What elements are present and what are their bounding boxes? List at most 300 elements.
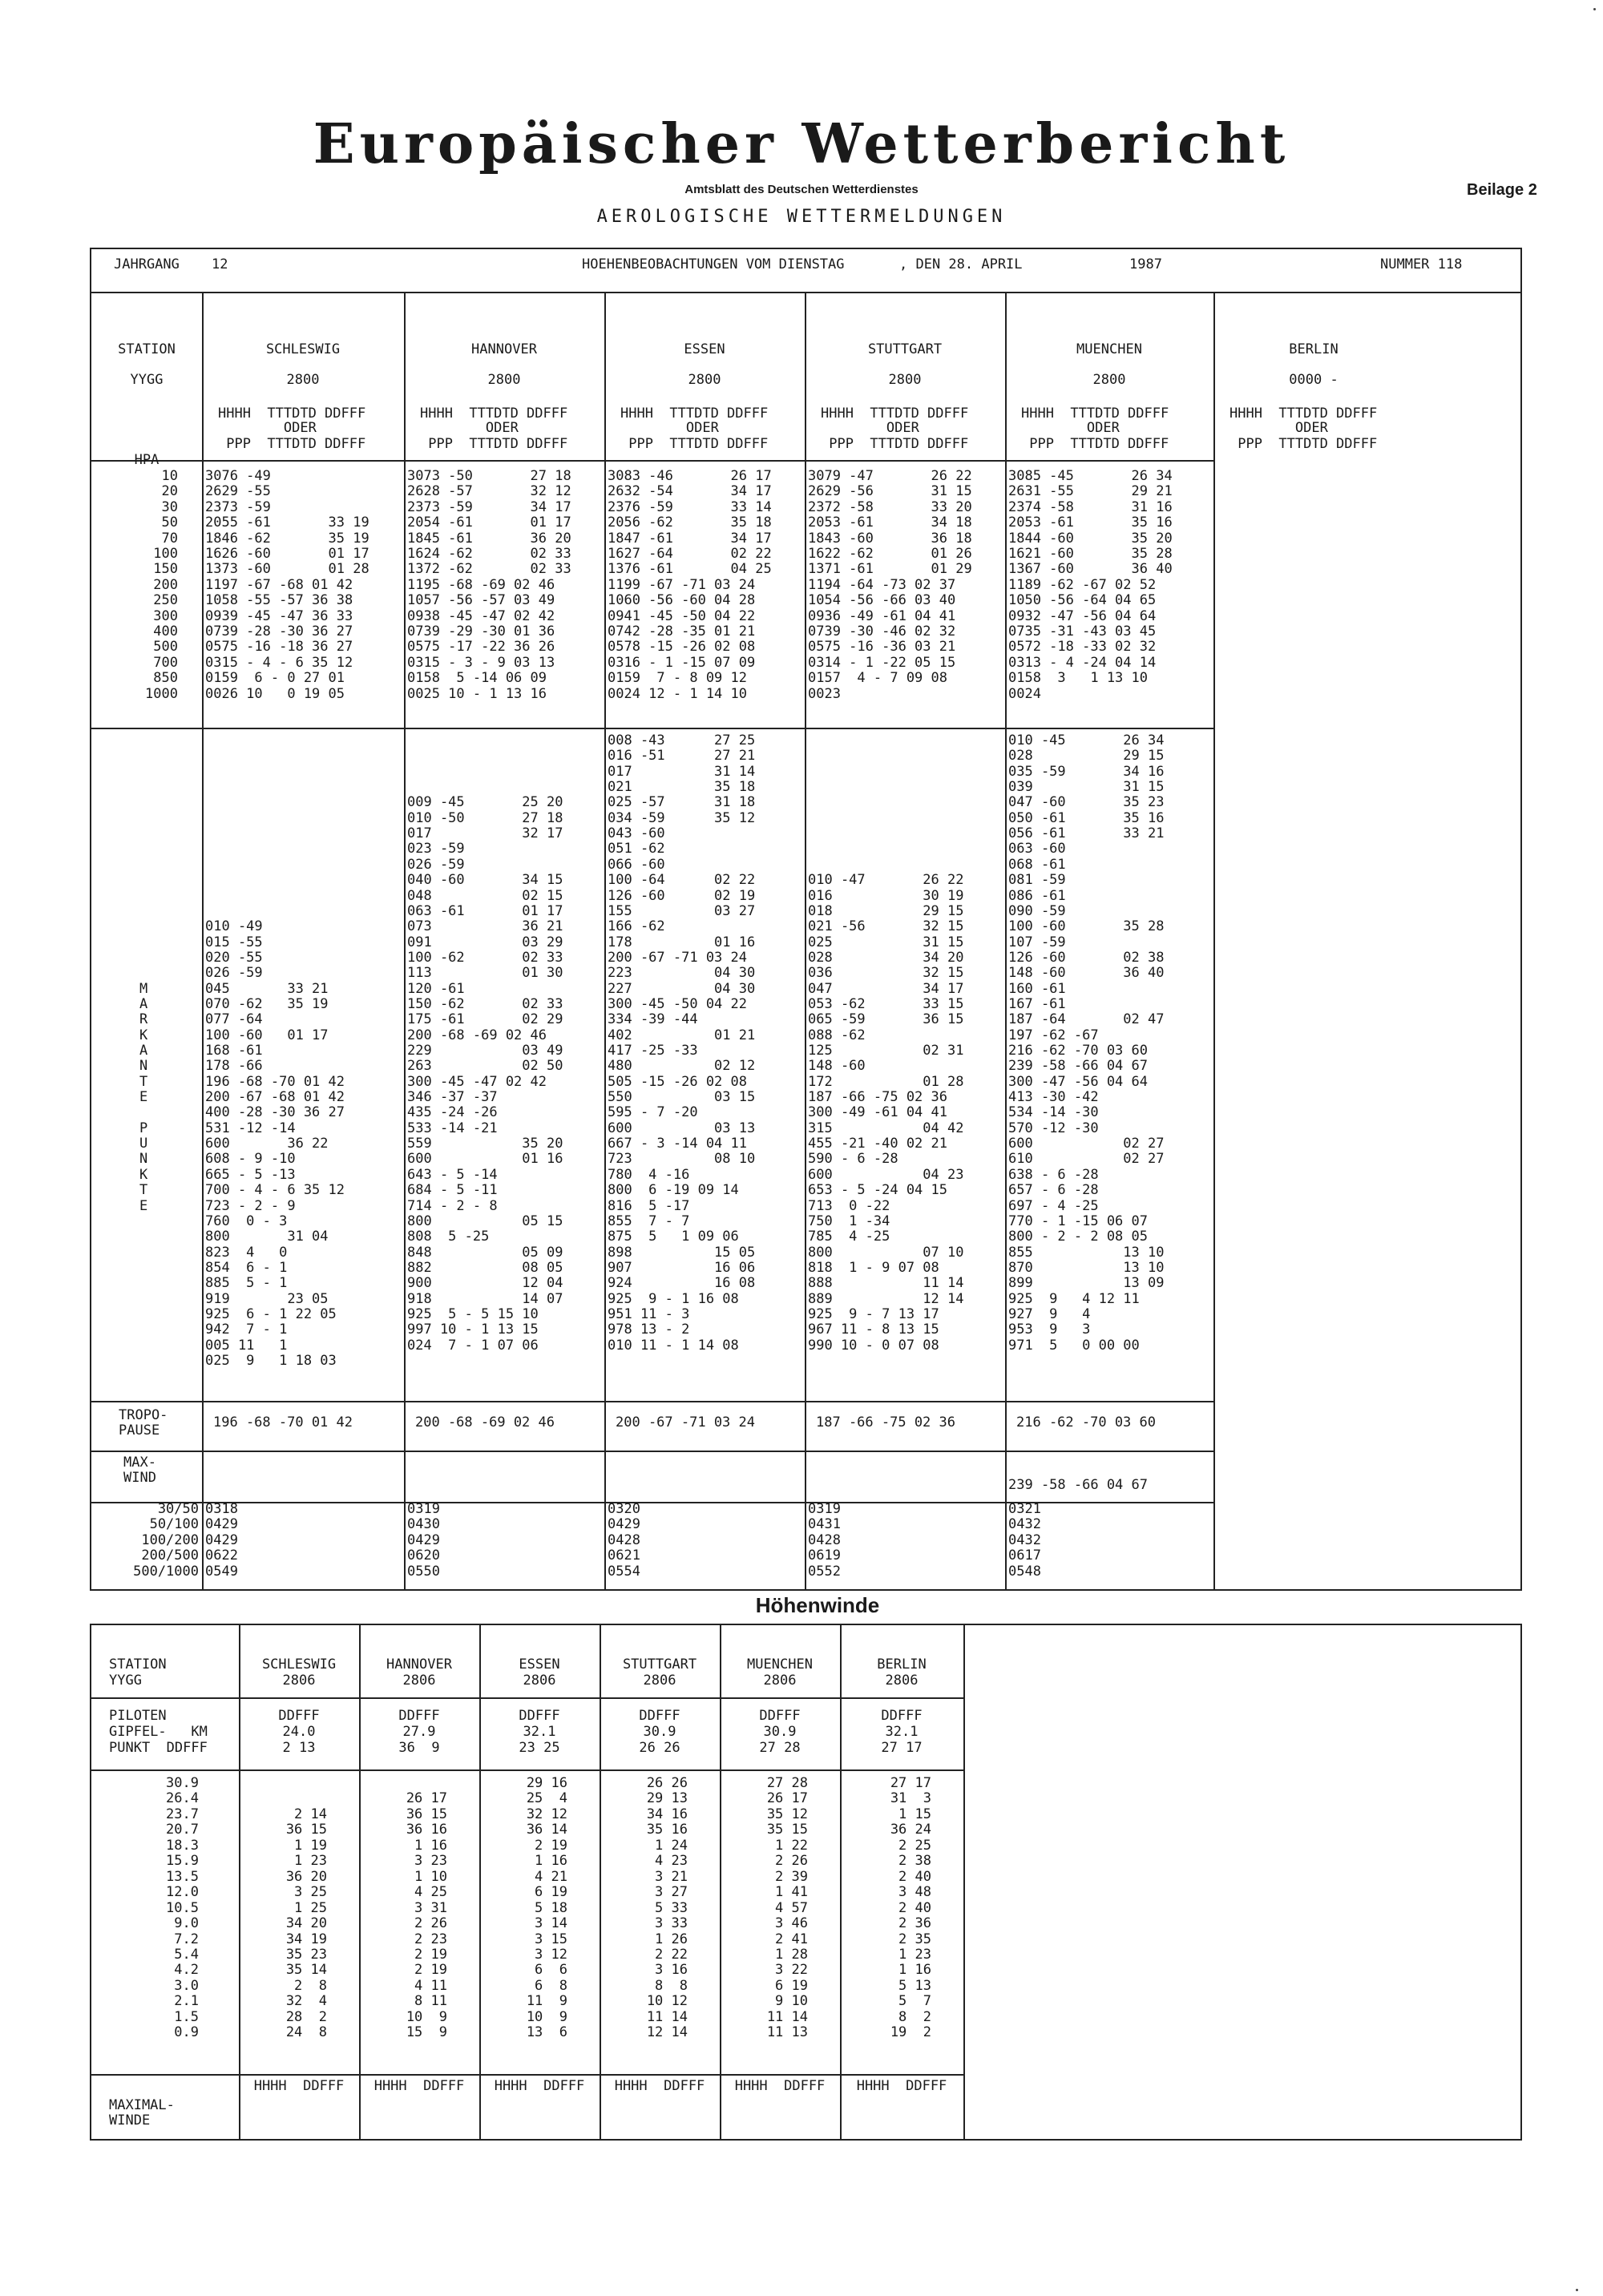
standard-level-cell: 1197 -67 -68 01 42 — [205, 576, 353, 593]
standard-level-cell: 1372 -62 02 33 — [407, 561, 571, 578]
wind-cell: 5 18 — [535, 1899, 567, 1916]
wind-cell: 34 20 — [285, 1915, 327, 1932]
significant-level-cell: 667 - 3 -14 04 11 — [608, 1136, 747, 1152]
markante-punkte-letter: U — [139, 1136, 148, 1152]
wind-cell: 3 46 — [775, 1915, 808, 1932]
tropopause-cell: 200 -68 -69 02 46 — [415, 1414, 555, 1430]
station-name: HANNOVER — [471, 341, 537, 357]
hw-station-yygg: 2806 — [885, 1673, 919, 1689]
yygg-label: YYGG — [130, 372, 164, 388]
significant-level-cell: 200 -67 -68 01 42 — [205, 1089, 345, 1106]
standard-level-cell: 0025 10 - 1 13 16 — [407, 685, 547, 702]
wind-cell: 34 19 — [285, 1931, 327, 1947]
significant-level-cell: 505 -15 -26 02 08 — [608, 1073, 747, 1090]
significant-level-cell: 816 5 -17 — [608, 1197, 690, 1214]
wind-cell: 9 10 — [775, 1993, 808, 2010]
significant-level-cell: 971 5 0 00 00 — [1008, 1337, 1140, 1354]
hoehenwinde-title: Höhenwinde — [755, 1593, 880, 1617]
significant-level-cell: 063 -61 01 17 — [407, 902, 563, 919]
significant-level-cell: 036 32 15 — [808, 965, 964, 982]
pressure-level: 200 — [153, 576, 178, 593]
wind-cell: 34 16 — [646, 1806, 688, 1822]
column-header: HHHH TTTDTD DDFFF — [420, 406, 568, 422]
standard-level-cell: 2374 -58 31 16 — [1008, 498, 1173, 515]
markante-punkte-letter: K — [139, 1027, 148, 1043]
wind-cell: 1 19 — [294, 1837, 327, 1854]
significant-level-cell: 854 6 - 1 — [205, 1259, 288, 1276]
layer-label: 200/500 — [141, 1547, 199, 1564]
significant-level-cell: 951 11 - 3 — [608, 1305, 690, 1322]
significant-level-cell: 010 -50 27 18 — [407, 809, 563, 826]
standard-level-cell: 0315 - 4 - 6 35 12 — [205, 654, 353, 671]
significant-level-cell: 723 08 10 — [608, 1151, 756, 1168]
significant-level-cell: 148 -60 36 40 — [1008, 965, 1165, 982]
standard-level-cell: 2373 -59 — [205, 498, 271, 515]
layer-thickness-cell: 0620 — [407, 1547, 440, 1564]
significant-level-cell: 024 7 - 1 07 06 — [407, 1337, 539, 1354]
significant-level-cell: 953 9 3 — [1008, 1322, 1091, 1338]
significant-level-cell: 967 11 - 8 13 15 — [808, 1322, 939, 1338]
significant-level-cell: 150 -62 02 33 — [407, 995, 563, 1012]
significant-level-cell: 643 - 5 -14 — [407, 1166, 498, 1183]
standard-level-cell: 0742 -28 -35 01 21 — [608, 623, 756, 640]
significant-level-cell: 239 -58 -66 04 67 — [1008, 1058, 1148, 1075]
wind-cell: 36 20 — [285, 1868, 327, 1885]
wind-cell: 24 8 — [285, 2024, 327, 2041]
standard-level-cell: 0314 - 1 -22 05 15 — [808, 654, 956, 671]
wind-cell: 2 25 — [898, 1837, 931, 1854]
significant-level-cell: 227 04 30 — [608, 980, 756, 997]
significant-level-cell: 100 -62 02 33 — [407, 949, 563, 966]
significant-level-cell: 855 7 - 7 — [608, 1213, 690, 1229]
hw-maxwinde-header: HHHH DDFFF — [856, 2078, 947, 2094]
pressure-level: 1000 — [145, 685, 178, 702]
wind-cell: 2 36 — [898, 1915, 931, 1932]
significant-level-cell: 065 -59 36 15 — [808, 1011, 964, 1028]
significant-level-cell: 785 4 -25 — [808, 1229, 890, 1245]
column-header: HHHH TTTDTD DDFFF — [1021, 406, 1169, 422]
wind-cell: 1 41 — [775, 1884, 808, 1901]
standard-level-cell: 0739 -30 -46 02 32 — [808, 623, 956, 640]
wind-cell: 3 27 — [655, 1884, 688, 1901]
altitude-km: 10.5 — [166, 1899, 199, 1916]
wind-cell: 2 38 — [898, 1853, 931, 1870]
altitude-km: 5.4 — [174, 1946, 199, 1963]
significant-level-cell: 919 23 05 — [205, 1290, 329, 1307]
standard-level-cell: 0159 6 - 0 27 01 — [205, 670, 345, 687]
hw-station-yygg: 2806 — [402, 1673, 436, 1689]
significant-level-cell: 200 -68 -69 02 46 — [407, 1027, 547, 1043]
column-header: HHHH TTTDTD DDFFF — [1230, 406, 1378, 422]
standard-level-cell: 0572 -18 -33 02 32 — [1008, 639, 1157, 656]
significant-level-cell: 223 04 30 — [608, 965, 756, 982]
significant-level-cell: 008 -43 27 25 — [608, 732, 756, 749]
aerology-table — [90, 248, 1522, 1591]
pressure-level: 100 — [153, 546, 178, 562]
significant-level-cell: 025 31 15 — [808, 934, 964, 950]
significant-level-cell: 028 29 15 — [1008, 748, 1165, 765]
significant-level-cell: 550 03 15 — [608, 1089, 756, 1106]
maxwind-cell: 239 -58 -66 04 67 — [1008, 1477, 1148, 1493]
layer-thickness-cell: 0319 — [407, 1501, 440, 1517]
layer-thickness-cell: 0431 — [808, 1516, 841, 1533]
wind-cell: 3 48 — [898, 1884, 931, 1901]
pressure-level: 50 — [161, 514, 178, 531]
column-header: PPP TTTDTD DDFFF — [218, 436, 366, 452]
station-name: SCHLESWIG — [265, 341, 341, 357]
hw-station-yygg: 2806 — [282, 1673, 316, 1689]
pressure-level: 150 — [153, 561, 178, 578]
significant-level-cell: 700 - 4 - 6 35 12 — [205, 1182, 345, 1199]
wind-cell: 8 8 — [655, 1977, 688, 1994]
layer-thickness-cell: 0321 — [1008, 1501, 1041, 1517]
column-header: ODER — [218, 420, 317, 436]
standard-level-cell: 0739 -29 -30 01 36 — [407, 623, 555, 640]
wind-cell: 5 7 — [898, 1993, 931, 2010]
hw-station-yygg: 2806 — [763, 1673, 797, 1689]
significant-level-cell: 016 30 19 — [808, 887, 964, 904]
markante-punkte-letter: N — [139, 1151, 148, 1168]
column-header: PPP TTTDTD DDFFF — [420, 436, 568, 452]
tropopause-cell: 216 -62 -70 03 60 — [1016, 1414, 1156, 1430]
significant-level-cell: 870 13 10 — [1008, 1259, 1165, 1276]
pressure-level: 500 — [153, 639, 178, 656]
hw-ddfff-header: DDFFF — [519, 1708, 560, 1724]
standard-level-cell: 0026 10 0 19 05 — [205, 685, 345, 702]
pressure-level: 400 — [153, 623, 178, 640]
significant-level-cell: 028 34 20 — [808, 949, 964, 966]
significant-level-cell: 010 -47 26 22 — [808, 872, 964, 889]
standard-level-cell: 0157 4 - 7 09 08 — [808, 670, 947, 687]
wind-cell: 32 12 — [526, 1806, 567, 1822]
standard-level-cell: 1195 -68 -69 02 46 — [407, 576, 555, 593]
standard-level-cell: 2054 -61 01 17 — [407, 514, 571, 531]
column-header: PPP TTTDTD DDFFF — [1230, 436, 1378, 452]
standard-level-cell: 0735 -31 -43 03 45 — [1008, 623, 1157, 640]
significant-level-cell: 056 -61 33 21 — [1008, 825, 1165, 842]
significant-level-cell: 005 11 1 — [205, 1337, 288, 1354]
significant-level-cell: 315 04 42 — [808, 1120, 964, 1136]
significant-level-cell: 559 35 20 — [407, 1136, 563, 1152]
standard-level-cell: 0932 -47 -56 04 64 — [1008, 607, 1157, 624]
significant-level-cell: 907 16 06 — [608, 1259, 756, 1276]
standard-level-cell: 0739 -28 -30 36 27 — [205, 623, 353, 640]
standard-level-cell: 1844 -60 35 20 — [1008, 530, 1173, 547]
altitude-km: 12.0 — [166, 1884, 199, 1901]
significant-level-cell: 925 9 - 7 13 17 — [808, 1305, 939, 1322]
significant-level-cell: 925 9 - 1 16 08 — [608, 1290, 739, 1307]
significant-level-cell: 229 03 49 — [407, 1043, 563, 1059]
station-yygg: 2800 — [286, 372, 320, 388]
wind-cell: 35 12 — [766, 1806, 808, 1822]
wind-cell: 2 40 — [898, 1899, 931, 1916]
significant-level-cell: 017 31 14 — [608, 763, 756, 780]
standard-level-cell: 2053 -61 35 16 — [1008, 514, 1173, 531]
significant-level-cell: 010 11 - 1 14 08 — [608, 1337, 739, 1354]
wind-cell: 27 17 — [890, 1775, 931, 1791]
significant-level-cell: 196 -68 -70 01 42 — [205, 1073, 345, 1090]
section-title: AEROLOGISCHE WETTERMELDUNGEN — [596, 207, 1007, 227]
layer-thickness-cell: 0549 — [205, 1563, 238, 1580]
significant-level-cell: 924 16 08 — [608, 1275, 756, 1292]
wind-cell: 1 16 — [414, 1837, 447, 1854]
significant-level-cell: 063 -60 — [1008, 841, 1066, 857]
significant-level-cell: 167 -61 — [1008, 995, 1066, 1012]
significant-level-cell: 665 - 5 -13 — [205, 1166, 296, 1183]
altitude-km: 20.7 — [166, 1822, 199, 1838]
markante-punkte-letter: K — [139, 1166, 148, 1183]
significant-level-cell: 713 0 -22 — [808, 1197, 890, 1214]
markante-punkte-letter: E — [139, 1089, 148, 1106]
significant-level-cell: 155 03 27 — [608, 902, 756, 919]
altitude-km: 0.9 — [174, 2024, 199, 2041]
wind-cell: 3 22 — [775, 1962, 808, 1979]
wind-cell: 2 8 — [294, 1977, 327, 1994]
page-title: Europäischer Wetterbericht — [313, 112, 1290, 176]
wind-cell: 1 26 — [655, 1931, 688, 1947]
significant-level-cell: 081 -59 — [1008, 872, 1066, 889]
station-yygg: 2800 — [487, 372, 521, 388]
layer-thickness-cell: 0430 — [407, 1516, 440, 1533]
significant-level-cell: 570 -12 -30 — [1008, 1120, 1099, 1136]
altitude-km: 1.5 — [174, 2008, 199, 2025]
hw-station-name: HANNOVER — [386, 1656, 452, 1673]
altitude-km: 15.9 — [166, 1853, 199, 1870]
hw-station-name: ESSEN — [519, 1656, 560, 1673]
markante-punkte-letter: T — [139, 1073, 148, 1090]
layer-thickness-cell: 0617 — [1008, 1547, 1041, 1564]
standard-level-cell: 1189 -62 -67 02 52 — [1008, 576, 1157, 593]
standard-level-cell: 0023 — [808, 685, 841, 702]
standard-level-cell: 1367 -60 36 40 — [1008, 561, 1173, 578]
significant-level-cell: 780 4 -16 — [608, 1166, 690, 1183]
significant-level-cell: 855 13 10 — [1008, 1244, 1165, 1261]
significant-level-cell: 077 -64 — [205, 1011, 263, 1028]
layer-thickness-cell: 0432 — [1008, 1516, 1041, 1533]
significant-level-cell: 017 32 17 — [407, 825, 563, 842]
layer-thickness-cell: 0552 — [808, 1563, 841, 1580]
significant-level-cell: 086 -61 — [1008, 887, 1066, 904]
wind-cell: 2 14 — [294, 1806, 327, 1822]
hw-ddfff-header: DDFFF — [881, 1708, 923, 1724]
significant-level-cell: 600 02 27 — [1008, 1136, 1165, 1152]
significant-level-cell: 808 5 -25 — [407, 1229, 490, 1245]
significant-level-cell: 595 - 7 -20 — [608, 1104, 698, 1121]
standard-level-cell: 1057 -56 -57 03 49 — [407, 592, 555, 609]
column-header: ODER — [620, 420, 719, 436]
significant-level-cell: 035 -59 34 16 — [1008, 763, 1165, 780]
layer-thickness-cell: 0622 — [205, 1547, 238, 1564]
standard-level-cell: 1846 -62 35 19 — [205, 530, 369, 547]
significant-level-cell: 300 -45 -47 02 42 — [407, 1073, 547, 1090]
significant-level-cell: 714 - 2 - 8 — [407, 1197, 498, 1214]
standard-level-cell: 1050 -56 -64 04 65 — [1008, 592, 1157, 609]
layer-thickness-cell: 0548 — [1008, 1563, 1041, 1580]
significant-level-cell: 997 10 - 1 13 15 — [407, 1322, 539, 1338]
station-label: STATION — [118, 341, 176, 357]
significant-level-cell: 770 - 1 -15 06 07 — [1008, 1213, 1148, 1229]
significant-level-cell: 800 31 04 — [205, 1229, 329, 1245]
standard-level-cell: 2629 -55 — [205, 483, 271, 500]
hw-yygg-label: YYGG — [109, 1673, 142, 1689]
standard-level-cell: 2629 -56 31 15 — [808, 483, 972, 500]
altitude-km: 2.1 — [174, 1993, 199, 2010]
wind-cell: 2 22 — [655, 1946, 688, 1963]
significant-level-cell: 107 -59 — [1008, 934, 1066, 950]
pressure-level: 10 — [161, 468, 178, 484]
significant-level-cell: 091 03 29 — [407, 934, 563, 950]
altitude-km: 13.5 — [166, 1868, 199, 1885]
significant-level-cell: 026 -59 — [205, 965, 263, 982]
significant-level-cell: 070 -62 35 19 — [205, 995, 329, 1012]
tropopause-cell: 196 -68 -70 01 42 — [213, 1414, 353, 1430]
hw-maxwinde-header: HHHH DDFFF — [494, 2078, 585, 2094]
layer-thickness-cell: 0432 — [1008, 1531, 1041, 1548]
significant-level-cell: 925 6 - 1 22 05 — [205, 1305, 337, 1322]
significant-level-cell: 334 -39 -44 — [608, 1011, 698, 1028]
hw-station-name: SCHLESWIG — [261, 1656, 337, 1673]
significant-level-cell: 899 13 09 — [1008, 1275, 1165, 1292]
wind-cell: 4 25 — [414, 1884, 447, 1901]
standard-level-cell: 0316 - 1 -15 07 09 — [608, 654, 756, 671]
significant-level-cell: 942 7 - 1 — [205, 1322, 288, 1338]
wind-cell: 3 25 — [294, 1884, 327, 1901]
layer-thickness-cell: 0429 — [205, 1516, 238, 1533]
hw-ddfff-header: DDFFF — [278, 1708, 320, 1724]
wind-cell: 1 23 — [294, 1853, 327, 1870]
significant-level-cell: 166 -62 — [608, 918, 665, 935]
significant-level-cell: 016 -51 27 21 — [608, 748, 756, 765]
hw-maxwinde-header: HHHH DDFFF — [614, 2078, 705, 2094]
standard-level-cell: 0938 -45 -47 02 42 — [407, 607, 555, 624]
significant-level-cell: 025 9 1 18 03 — [205, 1353, 337, 1369]
significant-level-cell: 697 - 4 -25 — [1008, 1197, 1099, 1214]
significant-level-cell: 300 -45 -50 04 22 — [608, 995, 747, 1012]
significant-level-cell: 638 - 6 -28 — [1008, 1166, 1099, 1183]
significant-level-cell: 068 -61 — [1008, 856, 1066, 873]
significant-level-cell: 045 33 21 — [205, 980, 329, 997]
hw-gipfel-value: 30.9 — [643, 1724, 676, 1740]
standard-level-cell: 2053 -61 34 18 — [808, 514, 972, 531]
hw-ddfff-header: DDFFF — [639, 1708, 680, 1724]
hw-gipfel-value: 32.1 — [885, 1724, 919, 1740]
wind-cell: 1 16 — [535, 1853, 567, 1870]
markante-punkte-letter: A — [139, 1043, 148, 1059]
altitude-km: 4.2 — [174, 1962, 199, 1979]
wind-cell: 31 3 — [890, 1790, 931, 1807]
column-header: HHHH TTTDTD DDFFF — [218, 406, 366, 422]
standard-level-cell: 2376 -59 33 14 — [608, 498, 772, 515]
significant-level-cell: 800 6 -19 09 14 — [608, 1182, 739, 1199]
standard-level-cell: 2632 -54 34 17 — [608, 483, 772, 500]
column-header: PPP TTTDTD DDFFF — [620, 436, 769, 452]
significant-level-cell: 750 1 -34 — [808, 1213, 890, 1229]
significant-level-cell: 197 -62 -67 — [1008, 1027, 1099, 1043]
markante-punkte-letter: P — [139, 1120, 148, 1136]
significant-level-cell: 823 4 0 — [205, 1244, 288, 1261]
standard-level-cell: 0158 5 -14 06 09 — [407, 670, 547, 687]
wind-cell: 3 12 — [535, 1946, 567, 1963]
significant-level-cell: 073 36 21 — [407, 918, 563, 935]
hw-punkt-value: 27 17 — [881, 1740, 923, 1756]
significant-level-cell: 885 5 - 1 — [205, 1275, 288, 1292]
hw-station-name: MUENCHEN — [747, 1656, 813, 1673]
standard-level-cell: 1621 -60 35 28 — [1008, 546, 1173, 562]
standard-level-cell: 0158 3 1 13 10 — [1008, 670, 1148, 687]
significant-level-cell: 978 13 - 2 — [608, 1322, 690, 1338]
standard-level-cell: 0941 -45 -50 04 22 — [608, 607, 756, 624]
significant-level-cell: 400 -28 -30 36 27 — [205, 1104, 345, 1121]
hw-station-name: STUTTGART — [622, 1656, 697, 1673]
wind-cell: 3 14 — [535, 1915, 567, 1932]
significant-level-cell: 034 -59 35 12 — [608, 809, 756, 826]
significant-level-cell: 925 9 4 12 11 — [1008, 1290, 1140, 1307]
significant-level-cell: 818 1 - 9 07 08 — [808, 1259, 939, 1276]
significant-level-cell: 927 9 4 — [1008, 1305, 1091, 1322]
significant-level-cell: 402 01 21 — [608, 1027, 756, 1043]
layer-thickness-cell: 0621 — [608, 1547, 640, 1564]
standard-level-cell: 0159 7 - 8 09 12 — [608, 670, 747, 687]
wind-cell: 32 4 — [285, 1993, 327, 2010]
standard-level-cell: 0936 -49 -61 04 41 — [808, 607, 956, 624]
significant-level-cell: 533 -14 -21 — [407, 1120, 498, 1136]
pressure-level: 250 — [153, 592, 178, 609]
wind-cell: 8 11 — [414, 1993, 447, 2010]
significant-level-cell: 168 -61 — [205, 1043, 263, 1059]
standard-level-cell: 2631 -55 29 21 — [1008, 483, 1173, 500]
wind-cell: 2 41 — [775, 1931, 808, 1947]
standard-level-cell: 1845 -61 36 20 — [407, 530, 571, 547]
standard-level-cell: 0024 12 - 1 14 10 — [608, 685, 747, 702]
wind-cell: 4 11 — [414, 1977, 447, 1994]
significant-level-cell: 600 01 16 — [407, 1151, 563, 1168]
issue-number: NUMMER 118 — [1380, 256, 1463, 272]
column-header: ODER — [420, 420, 519, 436]
column-header: ODER — [1021, 420, 1120, 436]
significant-level-cell: 875 5 1 09 06 — [608, 1229, 739, 1245]
significant-level-cell: 723 - 2 - 9 — [205, 1197, 296, 1214]
wind-cell: 1 15 — [898, 1806, 931, 1822]
significant-level-cell: 657 - 6 -28 — [1008, 1182, 1099, 1199]
layer-label: 30/50 — [157, 1501, 199, 1517]
station-name: MUENCHEN — [1076, 341, 1142, 357]
hw-maxwinde-header: HHHH DDFFF — [734, 2078, 826, 2094]
wind-cell: 6 19 — [775, 1977, 808, 1994]
significant-level-cell: 066 -60 — [608, 856, 665, 873]
wind-cell: 2 19 — [414, 1962, 447, 1979]
hw-punkt-value: 27 28 — [759, 1740, 801, 1756]
tropopause-cell: 187 -66 -75 02 36 — [816, 1414, 955, 1430]
layer-thickness-cell: 0318 — [205, 1501, 238, 1517]
wind-cell: 6 8 — [535, 1977, 567, 1994]
wind-cell: 2 35 — [898, 1931, 931, 1947]
significant-level-cell: 021 35 18 — [608, 779, 756, 796]
markante-punkte-letter: R — [139, 1011, 148, 1028]
significant-level-cell: 684 - 5 -11 — [407, 1182, 498, 1199]
standard-level-cell: 1627 -64 02 22 — [608, 546, 772, 562]
wind-cell: 4 57 — [775, 1899, 808, 1916]
wind-cell: 29 16 — [526, 1775, 567, 1791]
significant-level-cell: 918 14 07 — [407, 1290, 563, 1307]
significant-level-cell: 160 -61 — [1008, 980, 1066, 997]
significant-level-cell: 925 5 - 5 15 10 — [407, 1305, 539, 1322]
wind-cell: 6 19 — [535, 1884, 567, 1901]
altitude-km: 18.3 — [166, 1837, 199, 1854]
wind-cell: 11 13 — [766, 2024, 808, 2041]
wind-cell: 36 24 — [890, 1822, 931, 1838]
wind-cell: 25 4 — [526, 1790, 567, 1807]
layer-thickness-cell: 0320 — [608, 1501, 640, 1517]
